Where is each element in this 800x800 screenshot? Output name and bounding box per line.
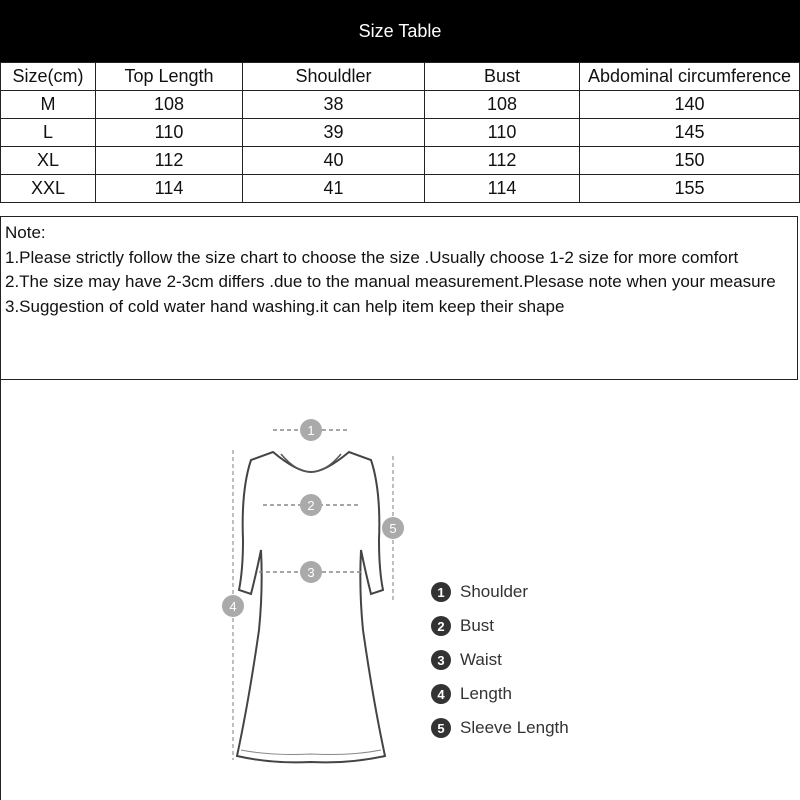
- svg-text:4: 4: [229, 599, 237, 614]
- table-row: [1, 175, 800, 203]
- legend-label: Bust: [460, 616, 495, 635]
- legend-item-length: [431, 677, 569, 711]
- legend-item-bust: [431, 609, 569, 643]
- cell-abdominal: 155: [580, 175, 800, 203]
- svg-text:1: 1: [307, 423, 315, 438]
- header-abdominal: Abdominal circumference: [580, 63, 800, 91]
- measurement-diagram: [0, 380, 800, 800]
- size-table-title: [0, 0, 800, 62]
- header-shoulder: Shouldler: [243, 63, 425, 91]
- legend-item-sleeve-length: [431, 711, 569, 745]
- size-table: [0, 62, 800, 203]
- legend-label: Shoulder: [460, 582, 529, 601]
- marker-length: [222, 595, 244, 617]
- svg-text:3: 3: [307, 565, 315, 580]
- cell-size: XXL: [1, 175, 96, 203]
- cell-size: XL: [1, 147, 96, 175]
- marker-bust: [300, 494, 322, 516]
- cell-shoulder: 39: [243, 119, 425, 147]
- header-size: Size(cm): [1, 63, 96, 91]
- legend-number: 3: [431, 650, 451, 670]
- legend-number: 1: [431, 582, 451, 602]
- legend-item-waist: [431, 643, 569, 677]
- notes-box: [0, 216, 798, 380]
- cell-bust: 112: [425, 147, 580, 175]
- marker-waist: [300, 561, 322, 583]
- svg-text:5: 5: [389, 521, 397, 536]
- cell-top-length: 112: [96, 147, 243, 175]
- table-header-row: [1, 63, 800, 91]
- svg-text:2: 2: [307, 498, 315, 513]
- notes-heading: Note:: [5, 223, 46, 242]
- cell-abdominal: 145: [580, 119, 800, 147]
- cell-top-length: 110: [96, 119, 243, 147]
- note-line: 2.The size may have 2-3cm differs .due to the manual measurement.Plesase note when your measure: [5, 272, 776, 291]
- table-row: [1, 147, 800, 175]
- cell-bust: 114: [425, 175, 580, 203]
- cell-abdominal: 140: [580, 91, 800, 119]
- cell-shoulder: 38: [243, 91, 425, 119]
- header-top-length: Top Length: [96, 63, 243, 91]
- legend-number: 4: [431, 684, 451, 704]
- cell-bust: 110: [425, 119, 580, 147]
- legend-item-shoulder: [431, 575, 569, 609]
- header-bust: Bust: [425, 63, 580, 91]
- note-line: 1.Please strictly follow the size chart to choose the size .Usually choose 1-2 size for more comfort: [5, 247, 739, 267]
- marker-shoulder: [300, 419, 322, 441]
- legend-number: 5: [431, 718, 451, 738]
- cell-size: M: [1, 91, 96, 119]
- dress-illustration: [211, 400, 411, 780]
- note-line: 3.Suggestion of cold water hand washing.it can help item keep their shape: [5, 296, 565, 316]
- cell-top-length: 114: [96, 175, 243, 203]
- legend-label: Sleeve Length: [460, 718, 569, 737]
- cell-abdominal: 150: [580, 147, 800, 175]
- title-text: Size Table: [358, 20, 442, 41]
- table-row: [1, 91, 800, 119]
- measurement-legend: [431, 575, 569, 745]
- cell-shoulder: 41: [243, 175, 425, 203]
- legend-number: 2: [431, 616, 451, 636]
- marker-sleeve: [382, 517, 404, 539]
- cell-size: L: [1, 119, 96, 147]
- cell-top-length: 108: [96, 91, 243, 119]
- cell-shoulder: 40: [243, 147, 425, 175]
- legend-label: Length: [460, 684, 512, 703]
- table-row: [1, 119, 800, 147]
- cell-bust: 108: [425, 91, 580, 119]
- legend-label: Waist: [460, 650, 502, 669]
